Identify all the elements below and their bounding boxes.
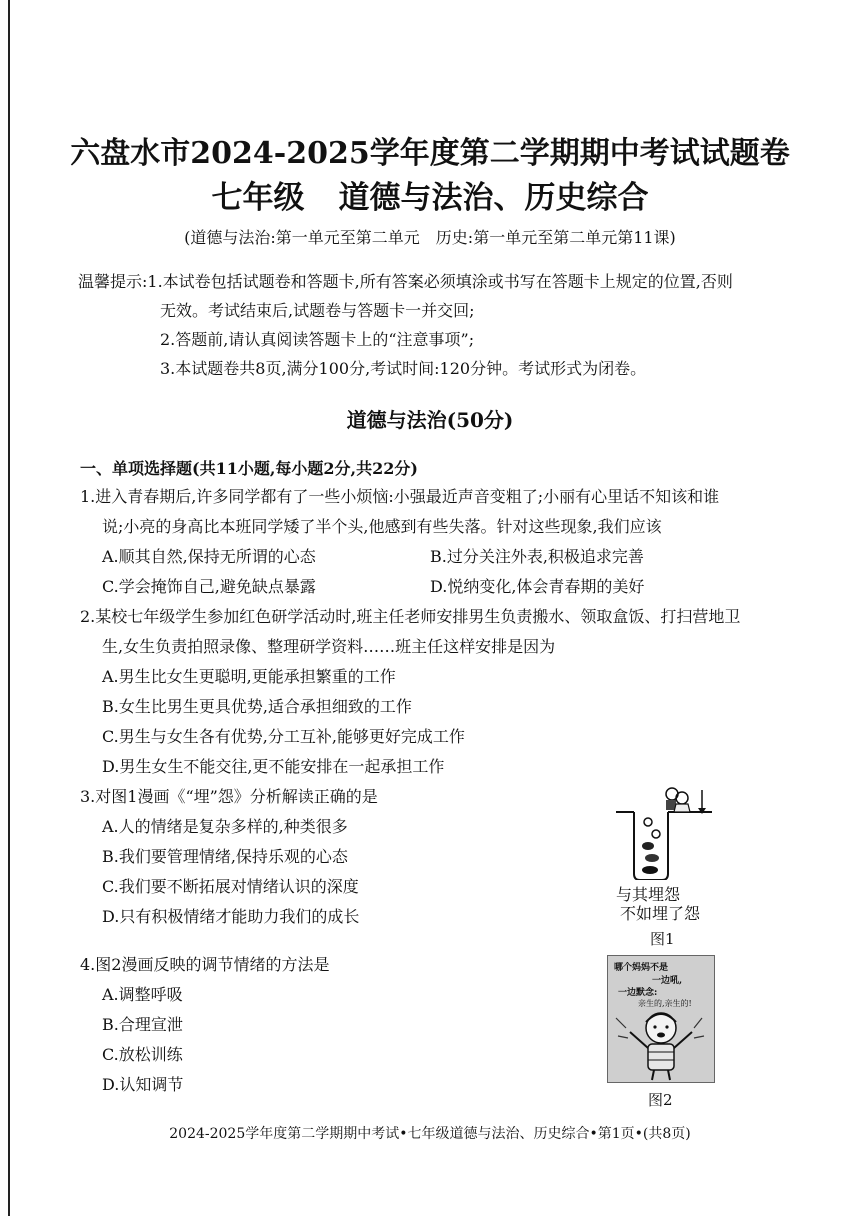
option-d: D.认知调节 <box>102 1075 184 1094</box>
option-c: C.学会掩饰自己,避免缺点暴露 <box>102 577 316 596</box>
exam-subtitle <box>0 172 860 217</box>
question-stem-cont: 生,女生负责拍照录像、整理研学资料……班主任这样安排是因为 <box>102 637 556 656</box>
option-c: C.我们要不断拓展对情绪认识的深度 <box>102 877 359 896</box>
question-1 <box>80 482 780 542</box>
question-stem: 2.某校七年级学生参加红色研学活动时,班主任老师安排男生负责搬水、领取盒饭、打扫营地卫 <box>80 607 741 626</box>
notice-label: 温馨提示: <box>78 272 148 291</box>
option-a: A.男生比女生更聪明,更能承担繁重的工作 <box>102 667 396 686</box>
figure-1-caption: 图1 <box>650 930 675 948</box>
notice-item-3: 3.本试题卷共8页,满分100分,考试时间:120分钟。考试形式为闭卷。 <box>160 359 647 378</box>
option-d: D.男生女生不能交往,更不能安排在一起承担工作 <box>102 757 445 776</box>
question-stem: 4.图2漫画反映的调节情绪的方法是 <box>80 955 330 974</box>
notice-item-1: 温馨提示:1.本试卷包括试题卷和答题卡,所有答案必须填涂或书写在答题卡上规定的位置,否则 <box>78 272 733 291</box>
option-c: C.男生与女生各有优势,分工互补,能够更好完成工作 <box>102 727 465 746</box>
figure-2-caption: 图2 <box>648 1091 673 1109</box>
figure-2-text-line-3: 一边默念: <box>618 988 658 998</box>
question-stem: 1.进入青春期后,许多同学都有了一些小烦恼:小强最近声音变粗了;小丽有心里话不知该和谁 <box>80 487 720 506</box>
option-a: A.人的情绪是复杂多样的,种类很多 <box>102 817 348 836</box>
figure-2-text-line-4: 亲生的,亲生的! <box>638 999 692 1008</box>
grade-label: 七年级 <box>211 180 305 216</box>
option-b: B.女生比男生更具优势,适合承担细致的工作 <box>102 697 412 716</box>
figure-1-text-line-1: 与其埋怨 <box>616 885 681 904</box>
option-d: D.悦纳变化,体会青春期的美好 <box>430 577 645 596</box>
question-2 <box>80 602 780 662</box>
part-heading: 一、单项选择题(共11小题,每小题2分,共22分) <box>80 459 418 478</box>
figure-2-text-line-1: 哪个妈妈不是 <box>614 963 669 973</box>
figure-2-text-line-2: 一边吼, <box>652 976 683 986</box>
notice-item-1-cont: 无效。考试结束后,试题卷与答题卡一并交回; <box>160 301 475 320</box>
figure-1-cartoon <box>612 786 720 880</box>
figure-2-cartoon <box>607 955 715 1083</box>
question-stem-cont: 说;小亮的身高比本班同学矮了半个头,他感到有些失落。针对这些现象,我们应该 <box>102 517 662 536</box>
option-b: B.过分关注外表,积极追求完善 <box>430 547 644 566</box>
figure-1-text-line-2: 不如埋了怨 <box>620 904 701 923</box>
subject-label: 道德与法治、历史综合 <box>338 180 649 216</box>
exam-title: 六盘水市2024-2025学年度第二学期期中考试试题卷 <box>70 136 790 171</box>
option-b: B.合理宣泄 <box>102 1015 183 1034</box>
option-b: B.我们要管理情绪,保持乐观的心态 <box>102 847 348 866</box>
option-d: D.只有积极情绪才能助力我们的成长 <box>102 907 360 926</box>
notice-item-2: 2.答题前,请认真阅读答题卡上的“注意事项”; <box>160 330 475 349</box>
page-footer: 2024-2025学年度第二学期期中考试•七年级道德与法治、历史综合•第1页•(共8页) <box>169 1126 691 1142</box>
section-title: 道德与法治(50分) <box>346 408 514 432</box>
option-a: A.调整呼吸 <box>102 985 183 1004</box>
question-stem: 3.对图1漫画《“埋”怨》分析解读正确的是 <box>80 787 378 806</box>
mother-figure-icon <box>608 1008 714 1082</box>
option-c: C.放松训练 <box>102 1045 183 1064</box>
option-a: A.顺其自然,保持无所谓的心态 <box>102 547 316 566</box>
exam-scope: (道德与法治:第一单元至第二单元 历史:第一单元至第二单元第11课) <box>184 228 676 247</box>
